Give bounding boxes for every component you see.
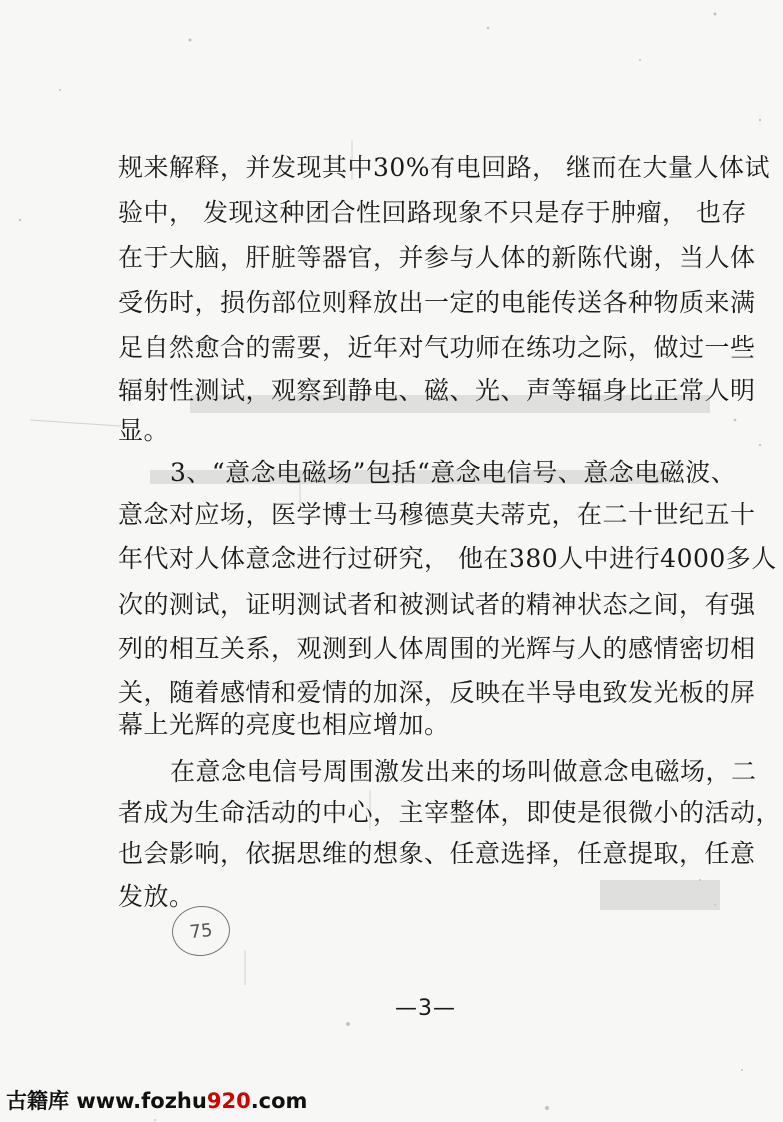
- text-line: 受伤时，损伤部位则释放出一定的电能传送各种物质来满: [118, 288, 756, 317]
- text-line: 也会影响，依据思维的想象、任意选择，任意提取，任意: [118, 839, 756, 868]
- text-line: 列的相互关系，观测到人体周围的光辉与人的感情密切相: [118, 634, 756, 663]
- watermark-url-suffix: .com: [250, 1089, 308, 1113]
- text-line: 年代对人体意念进行过研究， 他在380人中进行4000多人: [118, 544, 777, 573]
- text-line: 显。: [118, 416, 170, 445]
- watermark-url-prefix: www.fozhu: [76, 1089, 207, 1113]
- page-number: —3—: [395, 996, 456, 1021]
- text-line: 足自然愈合的需要，近年对气功师在练功之际，做过一些: [118, 333, 756, 362]
- text-line: 发放。: [118, 882, 195, 911]
- watermark-url-number: 920: [206, 1089, 251, 1113]
- text-line: 在意念电信号周围激发出来的场叫做意念电磁场，二: [170, 757, 757, 786]
- text-line: 意念对应场，医学博士马穆德莫夫蒂克，在二十世纪五十: [118, 500, 756, 529]
- watermark-site-name: 古籍库: [6, 1089, 69, 1113]
- page-stamp: 75: [170, 903, 233, 959]
- text-line: 次的测试，证明测试者和被测试者的精神状态之间，有强: [118, 590, 756, 619]
- text-line: 关，随着感情和爱情的加深，反映在半导电致发光板的屏: [118, 678, 756, 707]
- text-line: 幕上光辉的亮度也相应增加。: [118, 710, 450, 739]
- text-line: 验中， 发现这种团合性回路现象不只是存于肿瘤， 也存: [118, 198, 747, 227]
- site-watermark[interactable]: [6, 1085, 307, 1115]
- text-line: 规来解释，并发现其中30%有电回路， 继而在大量人体试: [118, 153, 771, 182]
- text-line: 在于大脑，肝脏等器官，并参与人体的新陈代谢，当人体: [118, 243, 756, 272]
- text-line: 3、“意念电磁场”包括“意念电信号、意念电磁波、: [170, 458, 737, 487]
- text-line: 辐射性测试，观察到静电、磁、光、声等辐身比正常人明: [118, 376, 756, 405]
- text-line: 者成为生命活动的中心，主宰整体，即使是很微小的活动，: [118, 798, 782, 827]
